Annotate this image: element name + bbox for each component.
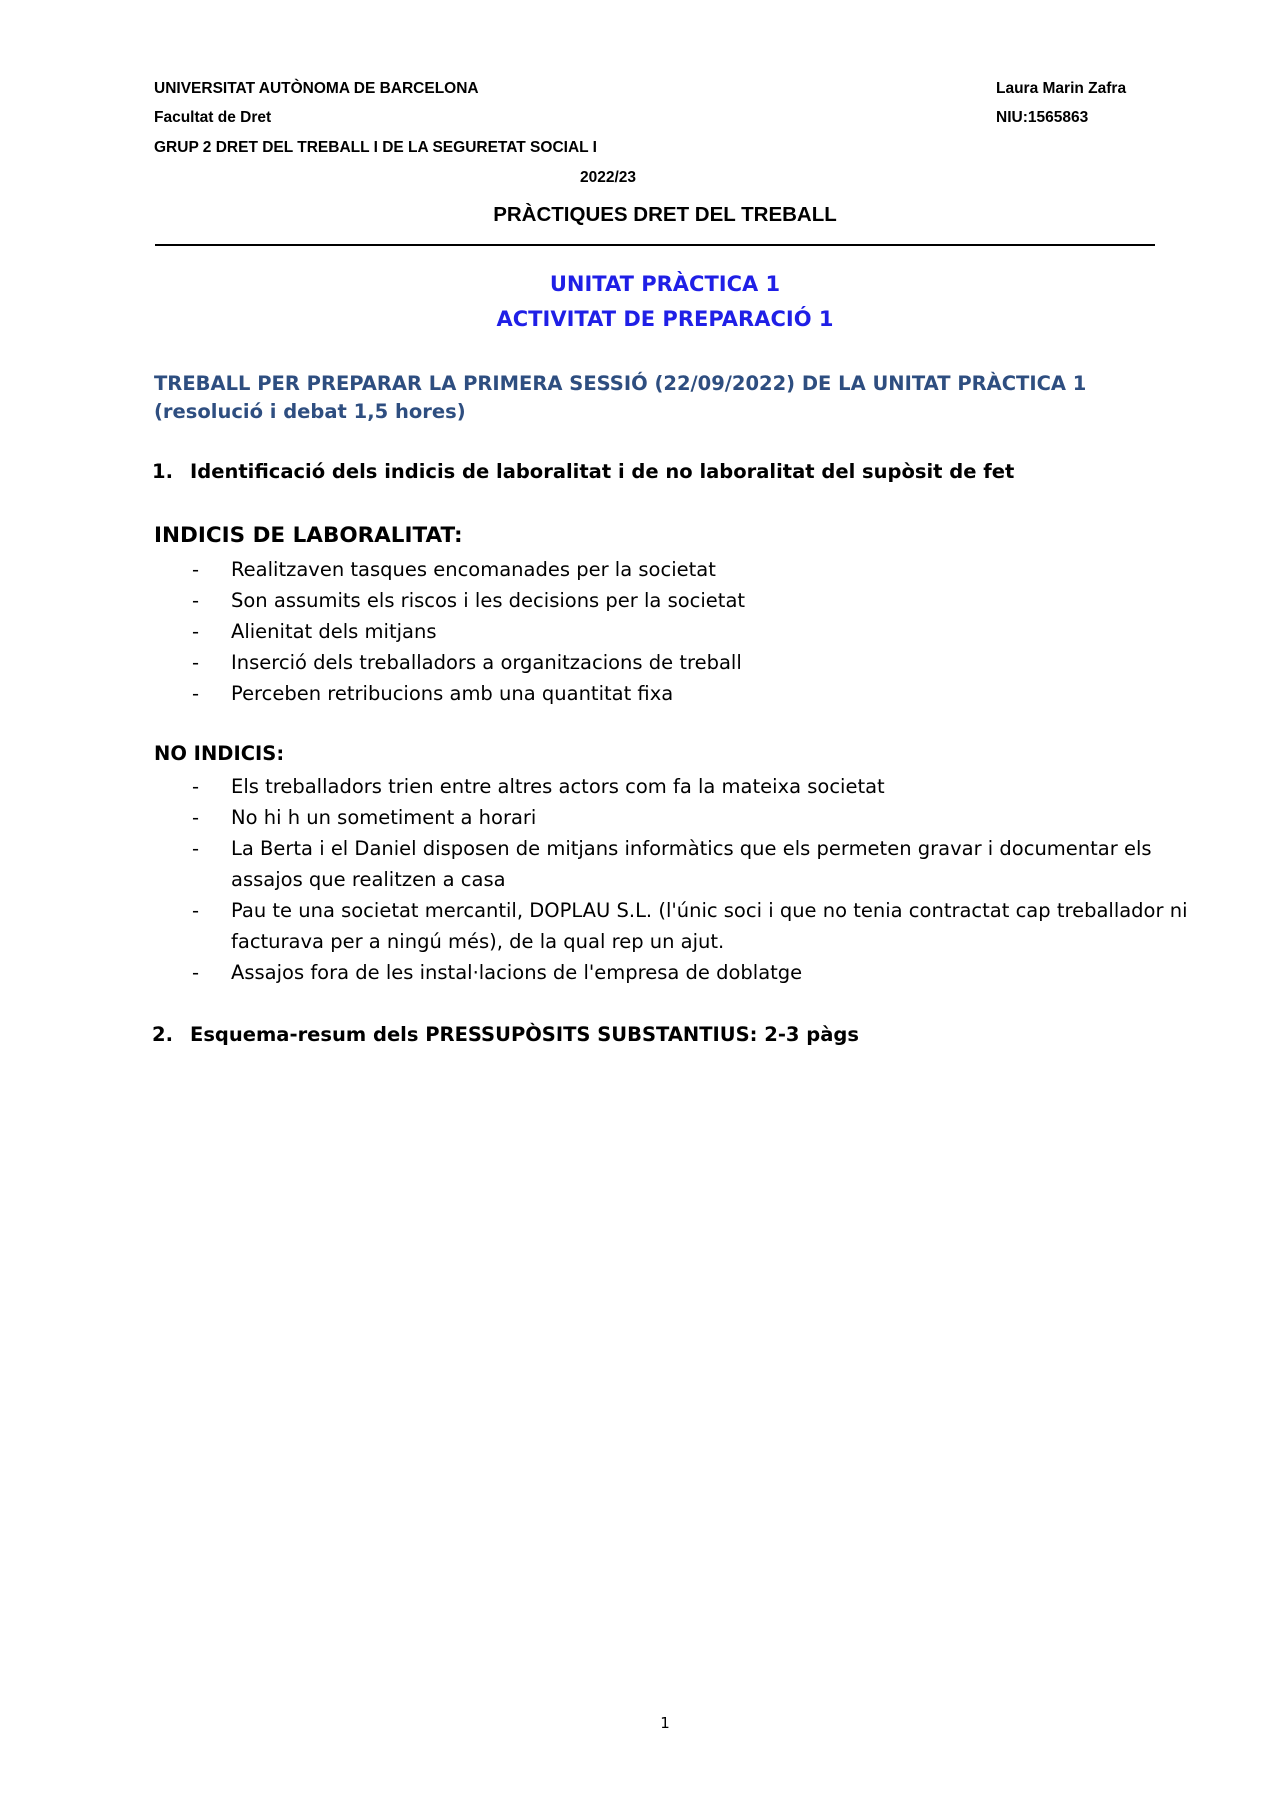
document-title: PRÀCTIQUES DRET DEL TREBALL: [493, 203, 837, 226]
indicis-list: [154, 554, 1194, 709]
academic-year: 2022/23: [580, 169, 637, 186]
section-1-heading: [152, 460, 1014, 483]
unit-title: UNITAT PRÀCTICA 1: [549, 272, 781, 296]
list-item: - Realitzaven tasques encomanades per la societat: [192, 558, 716, 581]
list-item: - Assajos fora de les instal·lacions de l'empresa de doblatge: [192, 961, 803, 984]
faculty-name: Facultat de Dret: [154, 109, 272, 126]
list-item: - No hi h un sometiment a horari: [192, 806, 537, 829]
section-2-text: Esquema-resum dels PRESSUPÒSITS SUBSTANTIUS: 2-3 pàgs: [190, 1023, 859, 1046]
no-indicis-heading: NO INDICIS:: [154, 742, 285, 765]
list-item: - Son assumits els riscos i les decisions per la societat: [192, 589, 746, 612]
section-2-number: 2.: [152, 1023, 173, 1046]
title-divider: [155, 244, 1155, 246]
list-item: - Pau te una societat mercantil, DOPLAU S.L. (l'únic soci i que no tenia contractat cap treballador ni facturava per a ningú més), de la qual rep un ajut.: [192, 899, 1188, 953]
section-1-number: 1.: [152, 460, 173, 483]
section-1-text: Identificació dels indicis de laboralitat i de no laboralitat del supòsit de fet: [190, 460, 1015, 483]
university-name: UNIVERSITAT AUTÒNOMA DE BARCELONA: [154, 80, 479, 97]
session-subtitle: TREBALL PER PREPARAR LA PRIMERA SESSIÓ (22/09/2022) DE LA UNITAT PRÀCTICA 1 (resolució i debat 1,5 hores): [154, 372, 1087, 423]
student-niu: NIU:1565863: [996, 109, 1089, 126]
list-item: - Els treballadors trien entre altres actors com fa la mateixa societat: [192, 775, 885, 798]
no-indicis-list: [154, 771, 1194, 988]
list-item: - Alienitat dels mitjans: [192, 620, 437, 643]
activity-title: ACTIVITAT DE PREPARACIÓ 1: [496, 307, 834, 331]
list-item: - Perceben retribucions amb una quantitat fixa: [192, 682, 674, 705]
section-2-heading: [152, 1023, 859, 1046]
indicis-heading: INDICIS DE LABORALITAT:: [154, 523, 463, 548]
group-name: GRUP 2 DRET DEL TREBALL I DE LA SEGURETAT SOCIAL I: [154, 139, 597, 156]
author-name: Laura Marin Zafra: [996, 80, 1127, 97]
list-item: - Inserció dels treballadors a organitzacions de treball: [192, 651, 742, 674]
page-number: 1: [660, 1714, 670, 1732]
list-item: - La Berta i el Daniel disposen de mitjans informàtics que els permeten gravar i documentar els assajos que realitzen a casa: [192, 837, 1152, 891]
